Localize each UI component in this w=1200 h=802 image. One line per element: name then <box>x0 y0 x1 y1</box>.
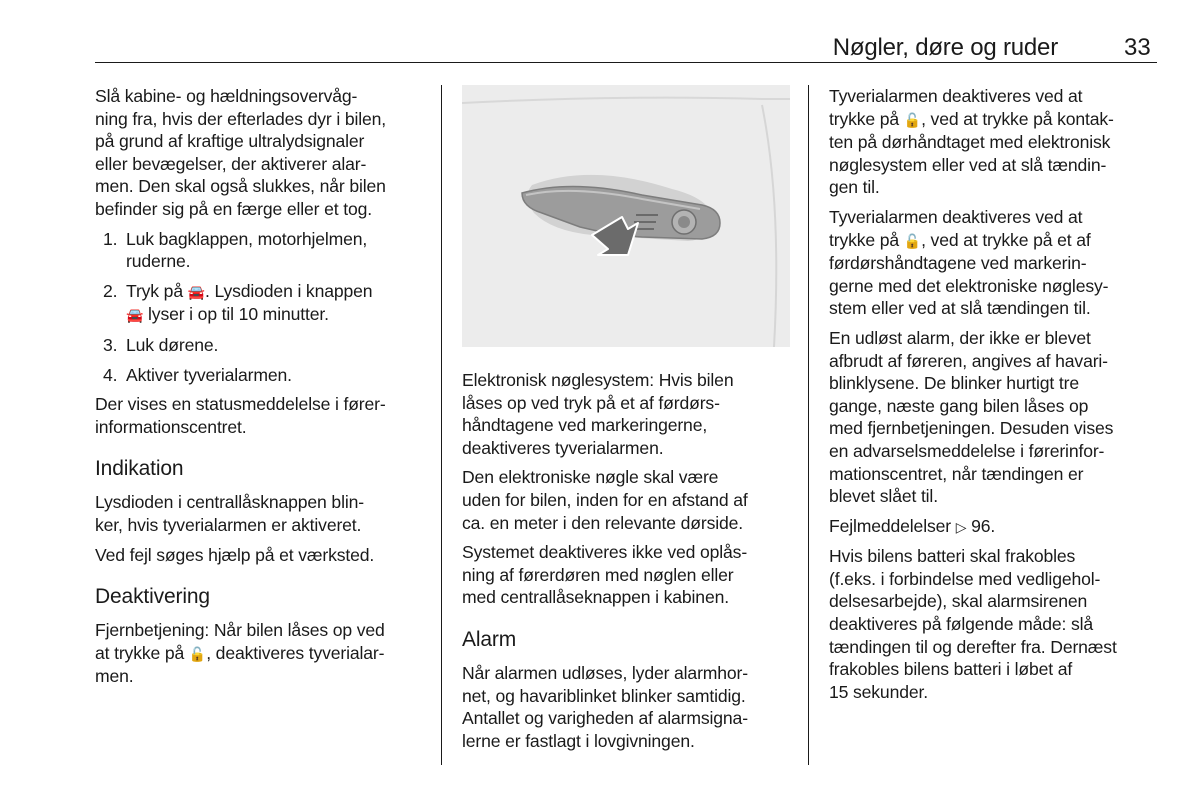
column-divider-2 <box>808 85 809 765</box>
door-handle-figure <box>462 85 790 347</box>
deactivate-paragraph-1: Tyverialarmen deaktiveres ved at trykke på 🔓, ved at trykke på kontak- ten på dørhåndtaget med elektronisk nøglesystem eller ved at slå tændin- gen til. <box>829 86 1114 198</box>
column-1 <box>95 85 430 695</box>
door-handle-illustration <box>462 85 790 347</box>
header-rule <box>95 62 1157 63</box>
car-alarm-icon: 🚘 <box>126 307 144 324</box>
list-item: 3. Luk dørene. <box>103 334 219 355</box>
indikation-heading: Indikation <box>95 457 184 481</box>
battery-paragraph: Hvis bilens batteri skal frakobles (f.eks. i forbindelse med vedligehol- delsesarbejde), skal alarmsirenen deaktiveres på følgende måde: slå tændingen til og derefter fra. Dernæst frakobles bilens batteri i løbet af 15 sekunder. <box>829 546 1117 702</box>
error-messages-reference: Fejlmeddelelser ▷ 96. <box>829 515 996 536</box>
indikation-paragraph: Lysdioden i centrallåsknappen blin- ker, hvis tyverialarmen er aktiveret. <box>95 492 364 535</box>
fejl-paragraph: Ved fejl søges hjælp på et værksted. <box>95 544 375 565</box>
ekey-paragraph: Elektronisk nøglesystem: Hvis bilen låses op ved tryk på et af førdørs- håndtagene ved markeringerne, deaktiveres tyverialarmen. <box>462 370 734 458</box>
status-message-paragraph: Der vises en statusmeddelelse i fører- informationscentret. <box>95 394 386 437</box>
column-divider-1 <box>441 85 442 765</box>
page-header-title: Nøgler, døre og ruder <box>832 34 1058 61</box>
column-3 <box>829 85 1164 710</box>
system-paragraph: Systemet deaktiveres ikke ved oplås- ning af førerdøren med nøglen eller med centrallåseknappen i kabinen. <box>462 542 748 608</box>
unlock-icon: 🔓 <box>903 232 922 249</box>
steps-list <box>95 228 430 387</box>
unlock-icon: 🔓 <box>903 111 922 128</box>
car-alarm-icon: 🚘 <box>187 283 206 300</box>
deaktivering-heading: Deaktivering <box>95 585 210 609</box>
alarm-heading: Alarm <box>462 627 517 651</box>
triggered-alarm-paragraph: En udløst alarm, der ikke er blevet afbrudt af føreren, angives af havari- blinklysene. De blinker hurtigt tre gange, næste gang bilen låses op med fjernbetjeningen. Desuden vises en advarselsmeddelelse i førerinfor- mationscentret, når tændingen er blevet slået til. <box>829 327 1114 507</box>
column-2 <box>462 85 797 759</box>
page-number: 33 <box>1124 34 1151 61</box>
intro-paragraph: Slå kabine- og hældningsovervåg- ning fra, hvis der efterlades dyr i bilen, på grund af kraftige ultralydsignaler eller bevægelser, der aktiverer alar- men. Den skal også slukkes, når bilen befinder sig på en færge eller et tog. <box>95 86 386 219</box>
deactivate-paragraph-2: Tyverialarmen deaktiveres ved at trykke på 🔓, ved at trykke på et af førdørshåndtagene ved markerin- gerne med det elektroniske nøglesy- stem eller ved at slå tændingen til. <box>829 206 1109 319</box>
list-item: 1. Luk bagklappen, motorhjelmen, ruderne. <box>103 228 368 272</box>
page-reference-arrow-icon: ▷ <box>955 518 967 535</box>
list-item: 2. Tryk på 🚘. Lysdioden i knappen 🚘 lyser i op til 10 minutter. <box>103 280 373 325</box>
ekey-distance-paragraph: Den elektroniske nøgle skal være uden for bilen, inden for en afstand af ca. en meter i den relevante dørside. <box>462 467 748 533</box>
unlock-icon: 🔓 <box>188 645 207 662</box>
alarm-paragraph: Når alarmen udløses, lyder alarmhor- net, og havariblinket blinker samtidig. Antallet og varigheden af alarmsigna- lerne er fastlagt i lovgivningen. <box>462 662 748 751</box>
fjernbetjening-paragraph: Fjernbetjening: Når bilen låses op ved at trykke på 🔓, deaktiveres tyverialar- men. <box>95 620 385 687</box>
list-item: 4. Aktiver tyverialarmen. <box>103 364 292 385</box>
